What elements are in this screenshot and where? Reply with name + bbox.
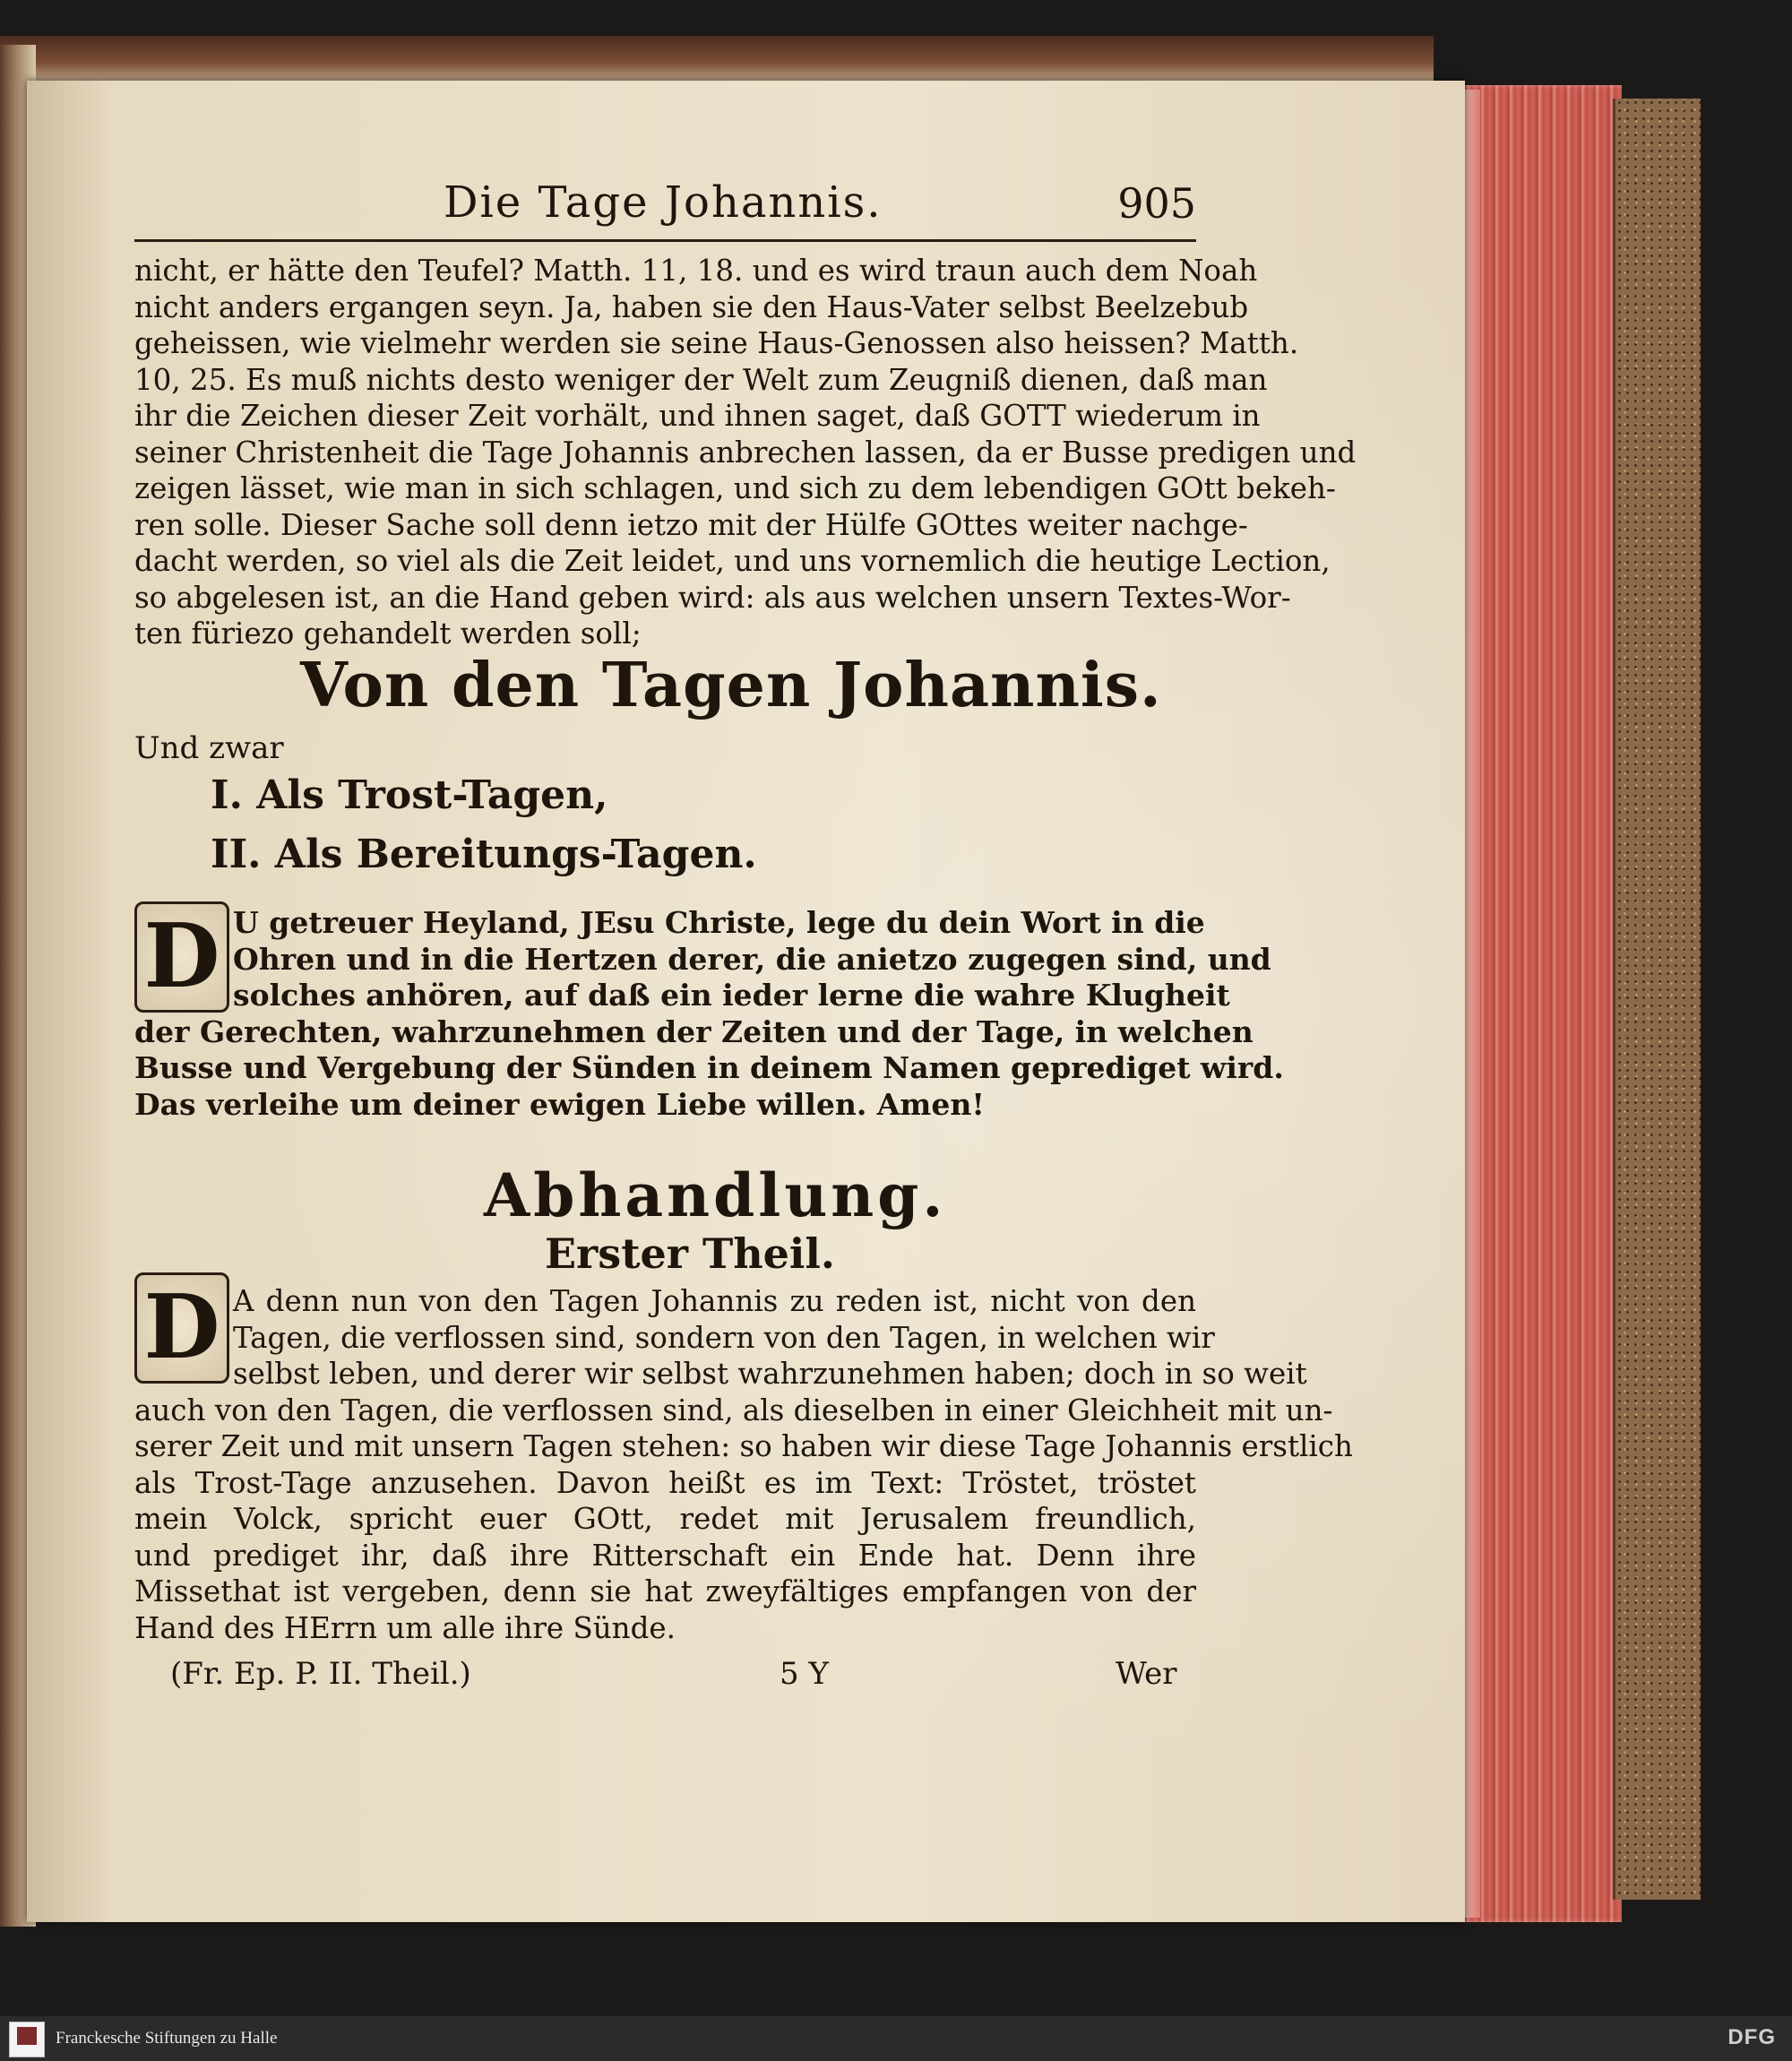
text-line: ihr die Zeichen dieser Zeit vorhält, und ihnen saget, daß GOTT wiederum in <box>134 399 1261 433</box>
text-line: U getreuer Heyland, JEsu Christe, lege du dein Wort in die <box>233 905 1205 940</box>
text-line: und prediget ihr, daß ihre Ritterschaft ein Ende hat. Denn ihre <box>134 1538 1196 1573</box>
text-line: ren solle. Dieser Sache soll denn ietzo mit der Hülfe GOttes weiter nachge- <box>134 507 1248 542</box>
text-line: Das verleihe um deiner ewigen Liebe willen. Amen! <box>134 1086 985 1122</box>
prayer-paragraph <box>134 905 1284 1123</box>
text-line: nicht anders ergangen seyn. Ja, haben sie den Haus-Vater selbst Beelzebub <box>134 289 1249 324</box>
text-line: ten füriezo gehandelt werden soll; <box>134 617 642 651</box>
text-line: nicht, er hätte den Teufel? Matth. 11, 18. und es wird traun auch dem Noah <box>134 254 1258 288</box>
page-number: 905 <box>1117 179 1196 228</box>
main-title: Von den Tagen Johannis. <box>300 650 1162 721</box>
text-line: selbst leben, und derer wir selbst wahrzunehmen haben; doch in so weit <box>233 1357 1307 1391</box>
text-line: als Trost-Tage anzusehen. Davon heißt es im Text: Tröstet, tröstet <box>134 1465 1196 1500</box>
text-line: Missethat ist vergeben, denn sie hat zweyfältiges empfangen von der <box>134 1574 1196 1608</box>
section-subtitle: Erster Theil. <box>545 1229 835 1278</box>
decorated-initial: D <box>134 1272 229 1384</box>
catchword: Wer <box>1116 1656 1177 1692</box>
binding-top <box>0 36 1434 85</box>
text-line: Hand des HErrn um alle ihre Sünde. <box>134 1610 676 1645</box>
text-line: geheissen, wie vielmehr werden sie seine Haus-Genossen also heissen? Matth. <box>134 326 1299 360</box>
body-paragraph <box>134 1283 1353 1646</box>
intro-paragraph <box>134 253 1357 652</box>
text-line: solches anhören, auf daß ein ieder lerne die wahre Klugheit <box>233 978 1230 1013</box>
division-one: I. Als Trost-Tagen, <box>211 772 608 818</box>
institution-logo-icon[interactable] <box>9 2022 45 2057</box>
text-line: Tagen, die verflossen sind, sondern von den Tagen, in welchen wir <box>233 1320 1215 1355</box>
header-rule <box>134 239 1196 242</box>
text-line: dacht werden, so viel als die Zeit leidet, und uns vornemlich die heutige Lection, <box>134 544 1331 578</box>
book-cover <box>1613 99 1701 1900</box>
text-line: serer Zeit und mit unsern Tagen stehen: so haben wir diese Tage Johannis erstlich <box>134 1429 1353 1463</box>
viewer-footer <box>0 2016 1792 2061</box>
text-line: Busse und Vergebung der Sünden in deinem Namen geprediget wird. <box>134 1050 1284 1085</box>
text-line: seiner Christenheit die Tage Johannis anbrechen lassen, da er Busse predigen und <box>134 435 1357 470</box>
signature-line: (Fr. Ep. P. II. Theil.) <box>170 1656 471 1692</box>
dfg-badge[interactable]: DFG <box>1727 2025 1776 2049</box>
und-zwar: Und zwar <box>134 730 284 766</box>
section-title: Abhandlung. <box>484 1160 947 1230</box>
institution-name[interactable]: Franckesche Stiftungen zu Halle <box>56 2029 278 2048</box>
text-line: 10, 25. Es muß nichts desto weniger der Welt zum Zeugniß dienen, daß man <box>134 362 1268 397</box>
text-line: zeigen lässet, wie man in sich schlagen, und sich zu dem lebendigen GOtt bekeh- <box>134 471 1336 505</box>
text-line: auch von den Tagen, die verflossen sind, als dieselben in einer Gleichheit mit un- <box>134 1393 1333 1427</box>
decorated-initial: D <box>134 901 229 1013</box>
signature-mark: 5 Y <box>780 1656 829 1692</box>
running-head-title: Die Tage Johannis. <box>444 177 883 228</box>
text-line: der Gerechten, wahrzunehmen der Zeiten und der Tage, in welchen <box>134 1013 1254 1049</box>
text-line: mein Volck, spricht euer GOtt, redet mit Jerusalem freundlich, <box>134 1502 1196 1536</box>
text-line: so abgelesen ist, an die Hand geben wird: als aus welchen unsern Textes-Wor- <box>134 580 1291 615</box>
running-head <box>134 170 1196 242</box>
text-line: A denn nun von den Tagen Johannis zu reden ist, nicht von den <box>233 1284 1196 1318</box>
division-two: II. Als Bereitungs-Tagen. <box>211 832 757 877</box>
text-line: Ohren und in die Hertzen derer, die anietzo zugegen sind, und <box>233 941 1271 977</box>
